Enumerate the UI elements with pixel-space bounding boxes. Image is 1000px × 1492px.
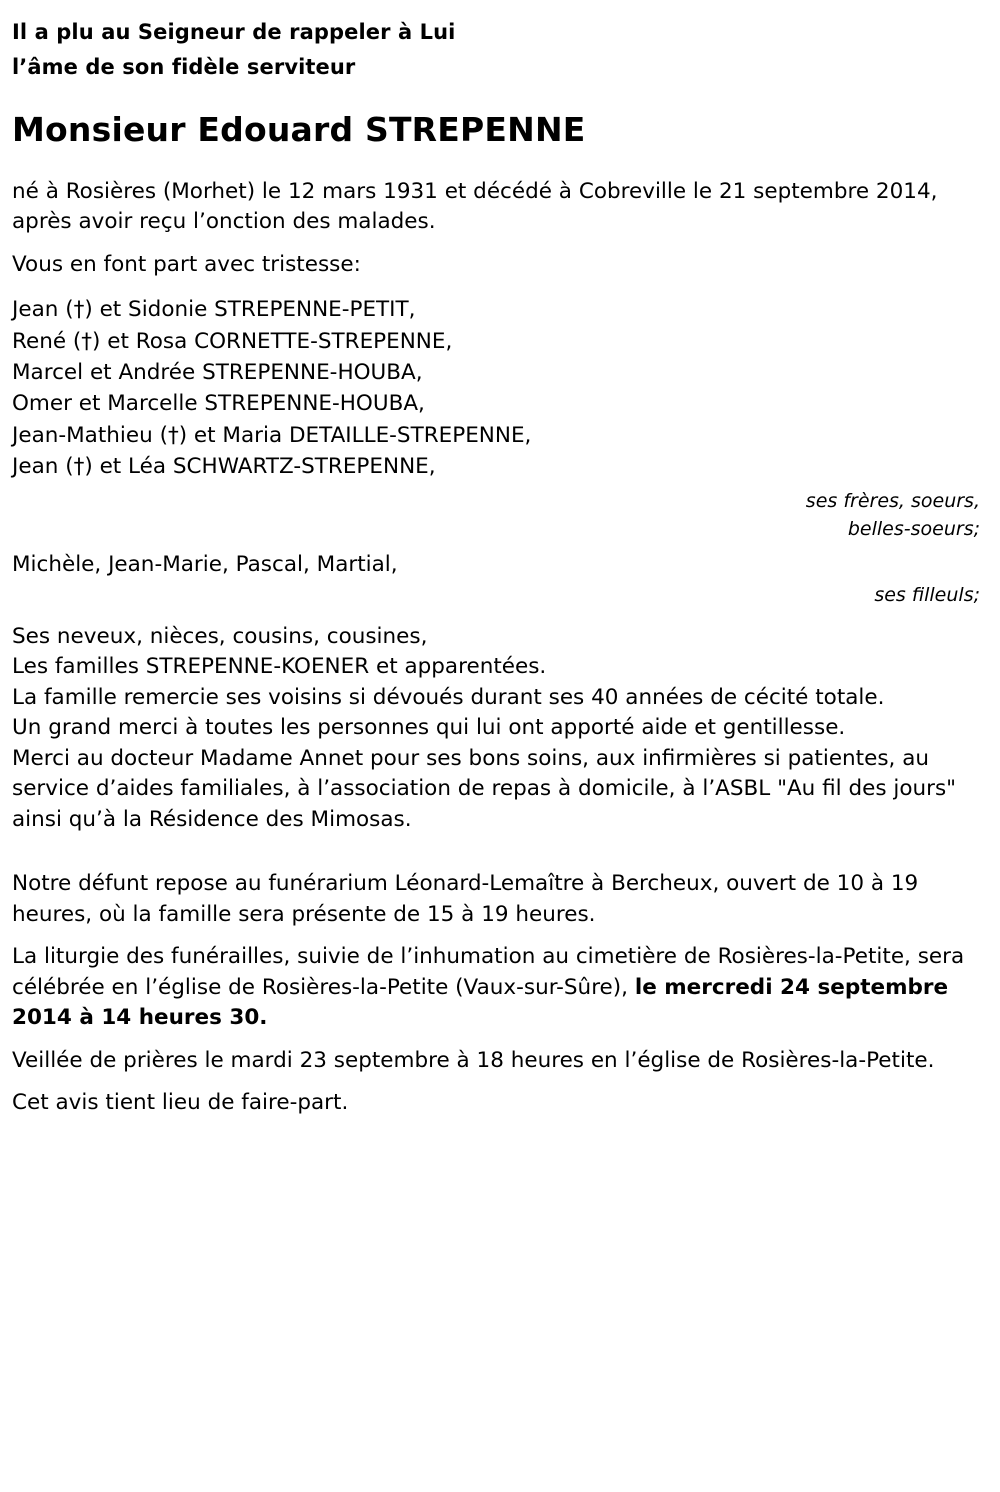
announcement-intro: Vous en font part avec tristesse: <box>12 251 361 277</box>
relation-line: ses filleuls; <box>874 584 980 607</box>
deceased-birth-death-details: né à Rosières (Morhet) le 12 mars 1931 et décédé à Cobreville le 21 septembre 2014, après avoir reçu l’onction des malades. <box>12 178 938 235</box>
relation-line: ses frères, soeurs, <box>805 490 980 513</box>
thanks-helpers: Un grand merci à toutes les personnes qui lui ont apporté aide et gentillesse. <box>12 715 846 741</box>
funeral-vigil-info: Veillée de prières le mardi 23 septembre à 18 heures en l’église de Rosières-la-Petite. <box>12 1047 935 1073</box>
intro-line-1: Il a plu au Seigneur de rappeler à Lui <box>12 20 456 44</box>
relation-line: belles-soeurs; <box>847 517 980 540</box>
list-item: Jean (†) et Sidonie STREPENNE-PETIT, <box>12 297 416 323</box>
list-item: Marcel et Andrée STREPENNE-HOUBA, <box>12 359 423 385</box>
intro-line-2: l’âme de son fidèle serviteur <box>12 55 356 79</box>
thanks-neighbours: La famille remercie ses voisins si dévoués durant ses 40 années de cécité totale. <box>12 684 885 710</box>
godchildren-names: Michèle, Jean-Marie, Pascal, Martial, <box>12 551 398 577</box>
extended-family-and-thanks-block <box>12 610 986 836</box>
siblings-relation-caption <box>12 482 986 543</box>
funeral-liturgy-info <box>12 930 986 1034</box>
list-item: René (†) et Rosa CORNETTE-STREPENNE, <box>12 328 453 354</box>
list-item: Jean (†) et Léa SCHWARTZ-STREPENNE, <box>12 454 436 480</box>
list-item: Omer et Marcelle STREPENNE-HOUBA, <box>12 391 425 417</box>
extended-family-line-1: Ses neveux, nièces, cousins, cousines, <box>12 623 428 649</box>
godchildren-relation-caption <box>12 580 986 610</box>
funeral-closing-note: Cet avis tient lieu de faire-part. <box>12 1090 349 1116</box>
funeral-repose-info: Notre défunt repose au funérarium Léonard-Lemaître à Bercheux, ouvert de 10 à 19 heures, où la famille sera présente de 15 à 19 heures. <box>12 871 919 927</box>
deceased-full-name: Monsieur Edouard STREPENNE <box>12 110 586 149</box>
extended-family-line-2: Les familles STREPENNE-KOENER et apparentées. <box>12 654 547 680</box>
thanks-caregivers: Merci au docteur Madame Annet pour ses bons soins, aux infirmières si patientes, au service d’aides familiales, à l’association de repas à domicile, à l’ASBL "Au fil des jours" ainsi qu’à la Résidence des Mimosas. <box>12 745 957 832</box>
liturgy-datetime: le mercredi 24 septembre 2014 à 14 heures 30. <box>12 974 949 1031</box>
section-divider-space <box>12 835 986 869</box>
list-item: Jean-Mathieu (†) et Maria DETAILLE-STREPENNE, <box>12 422 532 448</box>
siblings-name-list <box>12 280 986 482</box>
liturgy-text: La liturgie des funérailles, suivie de l’inhumation au cimetière de Rosières-la-Petite, sera célébrée en l’église de Rosières-la-Petite (Vaux-sur-Sûre), <box>12 944 965 1000</box>
